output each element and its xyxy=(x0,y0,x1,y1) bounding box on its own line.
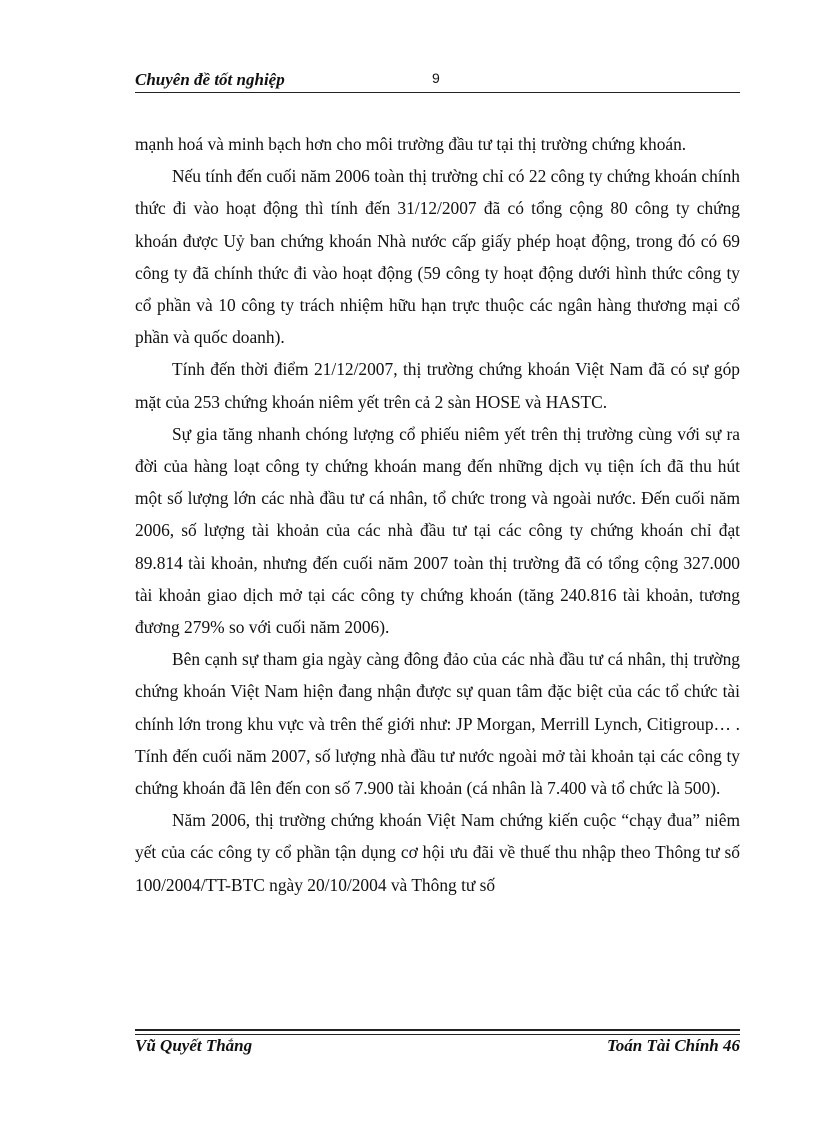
paragraph: Bên cạnh sự tham gia ngày càng đông đảo của các nhà đầu tư cá nhân, thị trường chứng khoán Việt Nam hiện đang nhận được sự quan tâm đặc biệt của các tổ chức tài chính lớn trong khu vực và trên thế giới như: JP Morgan, Merrill Lynch, Citigroup… . Tính đến cuối năm 2007, số lượng nhà đầu tư nước ngoài mở tài khoản tại các công ty chứng khoán đã lên đến con số 7.900 tài khoản (cá nhân là 7.400 và tổ chức là 500). xyxy=(135,649,740,799)
header-title: Chuyên đề tốt nghiệp xyxy=(135,70,285,89)
page-number: 9 xyxy=(432,70,440,86)
footer-class-name: Toán Tài Chính 46 xyxy=(606,1036,740,1055)
body-text xyxy=(135,128,740,901)
paragraph: Sự gia tăng nhanh chóng lượng cổ phiếu niêm yết trên thị trường cùng với sự ra đời của hàng loạt công ty chứng khoán mang đến những dịch vụ tiện ích đã thu hút một số lượng lớn các nhà đầu tư cá nhân, tổ chức trong và ngoài nước. Đến cuối năm 2006, số lượng tài khoản của các nhà đầu tư tại các công ty chứng khoán chỉ đạt 89.814 tài khoản, nhưng đến cuối năm 2007 toàn thị trường đã có tổng cộng 327.000 tài khoản giao dịch mở tại các công ty chứng khoán (tăng 240.816 tài khoản, tương đương 279% so với cuối năm 2006). xyxy=(135,423,740,638)
paragraph: Nếu tính đến cuối năm 2006 toàn thị trường chỉ có 22 công ty chứng khoán chính thức đi vào hoạt động thì tính đến 31/12/2007 đã có tổng cộng 80 công ty chứng khoán được Uỷ ban chứng khoán Nhà nước cấp giấy phép hoạt động, trong đó có 69 công ty đã chính thức đi vào hoạt động (59 công ty hoạt động dưới hình thức công ty cổ phần và 10 công ty trách nhiệm hữu hạn trực thuộc các ngân hàng thương mại cổ phần và quốc doanh). xyxy=(135,166,740,348)
footer-divider-thick xyxy=(135,1029,740,1031)
footer-author: Vũ Quyết Thắng xyxy=(135,1036,253,1055)
paragraph: Tính đến thời điểm 21/12/2007, thị trường chứng khoán Việt Nam đã có sự góp mặt của 253 chứng khoán niêm yết trên cả 2 sàn HOSE và HASTC. xyxy=(135,359,740,412)
paragraph: mạnh hoá và minh bạch hơn cho môi trường đầu tư tại thị trường chứng khoán. xyxy=(135,134,687,154)
page-header xyxy=(135,70,740,92)
footer-divider-thin xyxy=(135,1034,740,1035)
paragraph: Năm 2006, thị trường chứng khoán Việt Nam chứng kiến cuộc “chạy đua” niêm yết của các công ty cổ phần tận dụng cơ hội ưu đãi về thuế thu nhập theo Thông tư số 100/2004/TT-BTC ngày 20/10/2004 và Thông tư số xyxy=(135,810,740,895)
header-divider xyxy=(135,92,740,93)
